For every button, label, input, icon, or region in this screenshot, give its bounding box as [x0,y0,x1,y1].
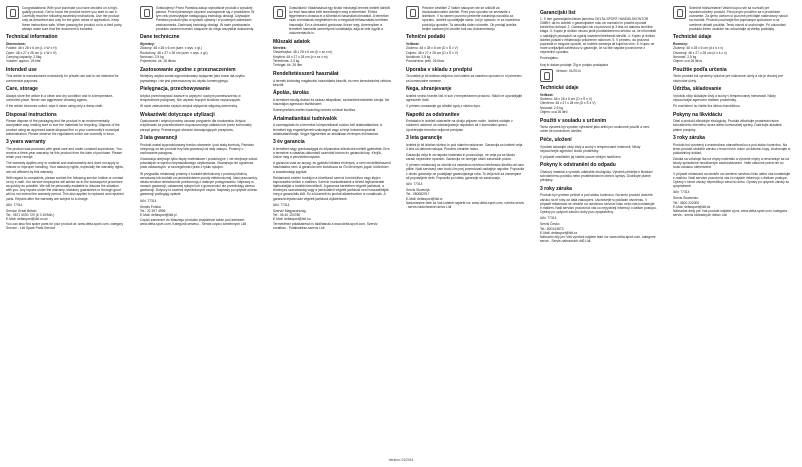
contact-line: E-Mail: deltasport@lidl.co.uk [6,217,48,222]
hand-icon [140,6,153,19]
heading-warranty: 3 év garancia [273,139,305,146]
contact-line: Servis Česko [540,222,560,227]
use-text: Tento výrobek byl vyroben výhradně jako artikl pro soukromé použití a není určen ke komerčním účelům. [540,125,650,134]
manufacturer-label: Proizvajalec: [540,56,559,61]
spec-item: Volume: approx. 26 litre [6,59,41,64]
heading-care: Ápolás, tárolás [273,90,309,97]
heading-disposal: Disposal instructions [6,111,57,118]
contact-line: E-Mail: deltasport@lidl.si [406,196,443,201]
spec-list [673,42,791,63]
contact-line: Servis Slovensko [673,196,699,201]
care-text: Výrobok vždy skladujte čistý a suchý v temperovanej miestnosti. Nikdy nepoužívajte agresívne čistiace prostriedky. [673,93,776,102]
care-text: Artykuł przechowywać zawsze w czystym i suchym pomieszczeniu w temperaturze pokojowej. Nie używać żrących środków czyszczących. [140,93,242,102]
care-text: If the article becomes soiled, wipe it clean using only a damp cloth. [6,104,104,109]
contact-line: Tel.: 800143873 [540,226,564,231]
service-contact [406,188,524,201]
use-text: Niniejszy artykuł został wyprodukowany wyłącznie jako towar dla użytku prywatnego i nie jest przeznaczony do użytku komercyjnego. [140,74,245,83]
spec-item: Rozłożony: 48 x 27 x 28 cm (szer. x wys. x gł.) [140,50,208,55]
heading-care: Care, storage [6,86,38,93]
spec-item: Otevřeno: 48 x 27 x 28 cm (D x Š x V) [540,101,596,106]
heading-use: Použitie podľa určenia [673,66,727,73]
intro-block [540,69,658,82]
spec-item: Teherbírás: 2,5 kg [273,58,300,63]
spec-item: Carrying capacity: 2.5kg [6,54,42,59]
contact-line: Szerviz Magyarország [273,208,306,213]
spec-item: Folded: 48 x 28 x 6 cm (L x W x H) [6,46,57,51]
version-label: Version: 01/2014 [388,458,414,462]
disposal-text: Opakowanie i artykuł prosimy usuwać przyjaźnie dla środowiska. Artykuł zutylizować za pośrednictwem dopuszczonego zakładu lub przez komunalny zarząd gminy. Przestrzegać obecnie obowiązujących przepisów. [140,119,252,132]
contact-line: E-Mail: deltasport@lidl.cz [540,230,578,235]
heading-care: Péče, uložení [540,137,572,144]
heading-technical: Tehnični podatki [406,34,446,41]
service-contact [673,196,791,209]
heading-care: Údržba, skladovanie [673,86,722,93]
ian-number: IAN: 77314 [406,181,423,186]
warranty-text: Produkt został wyprodukowany bardzo starannie i pod stałą kontrolą. Państwo otrzymują na ten produkt trzy lata gwarancji od daty zakupu. Prosimy o zachowanie paragonu. [140,142,254,155]
warranty-text: V prípade reklamácií sa obráťte na uvedenú servisnú linku alebo nás kontaktujte e-mailom. Naši servisní pracovníci vás čo najskôr informujú o ďalšom postupe. Opravy v rámci záruky nepredlžujú záručnú dobu. Opravy po uplynutí záruky sú spoplatnené. [673,171,791,189]
care-text: Always store the article in a clean and dry condition and in a temperature-controlled place. Never use aggressive cleaning agents. [6,93,114,102]
service-contact [6,209,124,222]
hand-icon [540,69,553,82]
contact-line: Tel.: 06 40 103785 [273,213,301,218]
ian-number: IAN: 77314 [540,216,557,221]
ian-number: IAN: 77314 [6,202,23,207]
contact-line: Service Great Britain [6,208,37,213]
ian-number: IAN: 77314 [273,202,290,207]
column-hungarian [273,6,391,232]
footer-text: Części zamienne do Waszego produktu znajdziecie także pod adresem: www.delta-sport.com, Kategoria serwisu - Serwis części zamiennych Lidl [140,217,247,226]
heading-warranty: 3 years warranty [6,139,46,146]
spec-item: Összehajtva: 48 x 28 x 6 cm (h x sz x m) [273,50,333,55]
warranty-text: V primeru reklamacij se obrnite na navedeno servisno telefonsko številko ali nam pišite. Naši serviserji vam bodo čim prej posredovali nadaljnje napotke. Popravila v okviru garancije ne podaljšajo garancijskega roka. To velja tudi za zamenjane ali popravljene dele. Popravila po izteku garancije se zaračunajo. [406,163,525,180]
spec-item: Velikost: [540,92,554,97]
disposal-text: Embalažo in izdelek odstranite na okolju prijazen način. Izdelek oddajte v odobreni ustanovi za odstranjevanje odpadkov ali v komunalni upravi. Upoštevajte trenutno veljavne predpise. [406,119,513,132]
care-text: V případě znečištění jej čistěte pouze vlhkým hadříkem. [540,154,622,159]
warranty-text: The product was produced with great care and under constant supervision. You receive a three-year warranty for this product from the date of purchase. Please retain your receipt. [6,146,122,160]
ian-number: IAN: 77314 [673,190,690,195]
contact-line: E-Mail: deltasport@lidl.hu [273,217,311,222]
footer-text: Náhradné diely pre Váš produkt nájdete aj na: www.delta-sport.com, kategória servis - servis náhradných dielov Lidl [673,209,787,218]
spec-item: Nosilnost: 2,5 kg [406,54,431,59]
spec-list [6,42,124,63]
column-polish [140,6,258,228]
spec-item: Open: 48 x 27 x 28 cm (L x W x H) [6,50,57,55]
spec-list [140,42,258,63]
heading-technical: Technické údaje [540,85,579,92]
heading-care: Nega, shranjevanje [406,86,452,93]
version-note: Version: 01/2014 [556,68,581,73]
hand-icon [273,6,286,19]
spec-item: Méretek: [273,46,287,51]
footer-text: Termékéhez pótalkatrészt is találhatnak a www.delta-sport.com, Szerviz rovatban - Pótalkatrész-szerviz Lidl [273,221,378,230]
spec-item: Otvorený: 48 x 27 x 28 cm (d x š x v) [673,50,727,55]
column-slovak [673,6,791,220]
warranty-text: The warranty applies only to material and workmanship and does not apply to misuse or improper handling. Your statutory rights, especially the warranty rights, are not affected by this warranty. [6,161,124,174]
care-text: Izdelek vedno hranite čist in suh v temperiranem prostoru. Nikoli ne uporabljajte agresivnih čistil. [406,93,523,102]
heading-use: Intended use [6,66,37,73]
care-text: Výrobek skladujte vždy čistý a suchý v temperované místnosti. Nikdy nepoužívejte agresivní čisticí prostředky. [540,144,641,153]
intro-block [273,6,391,35]
heading-technical: Műszaki adatok [273,38,310,45]
intro-text: Gratulujemy! Przez Państwa zakup wybraliście produkt o wysokiej jakości. Przed pierwszym użyciem zaznajomcie się z produktem. W tym celu przeczytajcie następującą instrukcję obsługi. Używajcie Państwo produkt tylko w sposób opisany i w podanych zakresach zastosowania. Zachowaj instrukcję obsługi. W razie przekazania produktu osobom trzecim dołączcie do niego wszystkie dokumenty. [156,6,255,31]
heading-use: Rendeltetésszerű használat [273,71,339,78]
spec-item: Objem: cca 26 litrov [673,59,703,64]
disposal-text: A csomagolást és a terméket környezetbarát módon kell ártalmatlanítani. A terméket egy engedélyezett szakcégnél vagy a helyi önkormányzatnál ártalmatlaníthatja. Vegye figyelembe az aktuálisan érvényes előírásokat. [273,123,383,136]
heading-disposal: Napotki za odstranitev [406,111,460,118]
hand-icon [6,6,19,19]
care-text: W razie zabrudzenia czyścić artykuł wyłącznie wilgotną ściereczką. [140,104,238,109]
footer-text: Náhradní díly pro Váš výrobek najdete také na: www.delta-sport.com, kategorie servis - Servis náhradních dílů Lidl [540,235,656,244]
warranty-text: Reklamáció esetén forduljon a következő szerviz forródróthoz vagy lépjen kapcsolatba velünk e-mailben. Szerviz munkatársaink a lehető leghamarabb tájékoztatják a további teendőkről. A garancia keretében végzett javítások, a törvényes szavatosság vagy a jóindulatból végzett javítások nem hosszabbítják meg a garanciális időt. Ez a kicserélt és javított alkatrészekre is vonatkozik. A garancia lejárta után végzett javítások díjkötelesek. [273,175,389,201]
care-text: V primeru umazanije ga očistite zgolj z vlažno krpo. [406,104,481,109]
heading-warranty: 3 roky záruka [673,135,705,142]
spec-item: Wymiary: [140,41,155,46]
contact-line: E-Mail: deltasport@lidl.pl [140,213,177,218]
heading-disposal: Pokyny k odstranění do odpadu [540,162,616,169]
use-text: Tento produkt bol vyrobený výlučne pre súkromné účely a nie je vhodný pre obchodné účely. [673,74,784,83]
care-text: A terméket mindig tisztán és száraz állapotban, szobahőmérsékleten tárolja. Ne használjon agresszív tisztítószert. [273,97,390,107]
spec-item: Kinyitva: 48 x 27 x 28 cm (h x sz x m) [273,54,328,59]
disposal-text: Obal a produkt zlikvidujte ekologicky. Produkt zlikvidujte prostredníctvom schváleného zberného dvora alebo komunálnej správy. Dodržujte aktuálne platné predpisy. [673,119,782,132]
column-czech [540,6,658,246]
heading-disposal: Pokyny na likvidáciu [673,111,723,118]
column-slovenian [406,6,524,211]
intro-text: Gratulálunk! Vásárlásával egy kiváló minőségű termék mellett döntött. Az első használat előtt ismerkedjen meg a termékkel. Ehhez figyelmesen olvassa el a következő használati útmutatót. A terméket csak a leírtaknak megfelelően és a megadott felhasználási területen használja. Ezt a útmutatót gondosan őrizze meg. Amennyiben a terméket harmadik személynek továbbadja, adja át vele együtt a dokumentációt is. [289,6,391,35]
footer-text: You can also find spare parts for your product at: www.delta-sport.com, category Service - Lidl Spare Parts Service [6,221,123,230]
footer-text: Nadomestne dele za Vaš izdelek najdete na: www.delta-sport.com, rubrika servis - servis nadomestnih delov Lidl [406,200,524,210]
contact-line: Serwis Polska [140,204,161,209]
guarantee-text: 1. S tem garancijskim listom jamčimo DELTA-SPORT HANDELSKONTOR GMBH, da bo izdelek v garancijskem roku ob normalni in pravilni uporabi brezhibno deloval. 2. Garancijski rok za proizvod je 3 leta od datuma izročitve blaga. 3. Kupec je dolžan okvaro javiti pooblaščenemu servisu oz. se informirati o nadaljnjih postopkih na zgoraj navedeni telefonski številki. 4. Kupec je dolžan izdelek poslati v reklamacijo priloženim računom. 5. V primeru, da proizvod popravila ni mogoče opraviti, se izdelek zamenja ali kupnina vrne. 6. Kupec ne more uveljavljati zahtevkov iz garancije, če so bile napake povzročene z nepravilno uporabo. [540,17,657,55]
use-text: Ta izdelek je bil izdelan izključno kot izdelek za zasebno uporabo in ni primeren za komercialne namene. [406,74,522,83]
warranty-text: Gwarancja obejmuje tylko błędy materiałowe i produkcyjne, i nie obejmuje szkód powstałych w wyniku nieprawidłowego użytkowania. Gwarancja nie ogranicza praw ustawowych, w szczególności praw z tytułu rękojmi. [140,157,258,170]
heading-use: Uporaba v skladu z predpisi [406,66,473,73]
intro-text: Srdečné blahoželanie! Vaším kúpou ste sa rozhodli pre vysokohodnotný produkt. Pred prvým použitím sa s produktom zoznámte. Za týmto účelom si pozorne prečítajte nasledovný návod na montáž. Produkt používajte iba popísaným spôsobom a na uvedené oblasti použitia. Tento návod si uschovajte. Pri odovzdaní produktu tretím osobám mu odovzdajte aj všetky podklady. [689,6,788,31]
warranty-text: Garancija velja le za napake materiala in proizvodnje, ne velja pa za škodo zaradi nepravilne uporabe. Garancija ne omejuje vaših zakonskih pravic. [406,152,516,162]
warranty-text: A garancia csak az anyag- és gyártási hibákra érvényes, a nem rendeltetésszerű használatra nem. A garancia nem korlátozza az Ön törvényes jogait, különösen a szavatossági jogokat. [273,161,391,174]
warranty-text: Produkt byl vyroben pečlivě a pod stálou kontrolou. Na tento produkt obdržíte záruku na tři roky od data zakoupení. Uschovejte si pokladní stvrzenku. V případě reklamace se obraťte na uvedenou servisní linku nebo nás kontaktujte e-mailem. Naši servisní pracovníci vás co nejrychleji informují o dalším postupu. Opravy po uplynutí záruční doby jsou zpoplatněny. [540,193,657,215]
sale-date-text: Kraj in datum prodaje: Žig in podpis prodajalca [540,62,608,67]
spec-list [273,46,391,67]
contact-line: E-Mail: deltasport@lidl.sk [673,204,711,209]
heading-technical: Dane techniczne [140,34,180,41]
spec-item: Nosnosť: 2,5 kg [673,54,697,59]
intro-block [406,6,524,31]
hand-icon [673,6,686,19]
heading-warranty: 3 lata gwarancji [140,135,178,142]
spec-item: Rozmery: [673,41,689,46]
heading-care: Pielęgnacja, przechowywanie [140,86,211,93]
heading-warranty: 3 roky záruka [540,185,572,192]
warranty-text: Produkt bol vyrobený s maximálnou starostlivosťou a pod stálou kontrolou. Na tento produkt obdržíte záruku v trvaní troch rokov od dátumu kúpy. Uschovajte si pokladničný doklad. [673,142,791,155]
warranty-text: With regard to complaints, please contact the following service hotline or contact us by e-mail. Our service employees will advise as to the subsequent procedure as quickly as possible. We will be personally available to discuss the situation with you. Any repairs under the warranty, statutory guarantees or through good will do not extend the warranty period. This also applies to replaced and repaired parts. Repairs after the warranty are subject to a charge. [6,175,124,201]
service-contact [540,222,658,235]
contact-line: Servis Slovenija [406,188,430,193]
care-text: Pri znečistení ho čistite iba vlhkou handričkou. [673,104,741,109]
contact-line: Tel.: 22 397 4996 [140,209,166,213]
intro-text: Congratulations! With your purchase you have decided on a high-quality product. Get to know the product before you start to use it. Carefully read the following assembly instructions. Use the product only as described and only for the given areas of application. Keep these instructions safe. When passing the product on to a third party, always make sure that the document is included. [22,6,123,31]
spec-item: Nośność: 2.5 kg [140,54,164,59]
warranty-text: Záruka sa vzťahuje iba na chyby materiálu a výrobné chyby a nevzťahuje sa na škody spôsobené neodborným zaobchádzaním. Vaše zákonné práva nie sú touto zárukou obmedzené. [673,157,789,170]
contact-line: Tel.: 0800 232000 [673,200,700,205]
disposal-text: Obalový materiál a výrobek odstraňte ekologicky. Výrobek předejte k likvidaci schválenému podniku nebo prostřednictvím obecní správy. Dodržujte platné předpisy. [540,169,653,183]
service-contact [140,205,258,218]
heading-disposal: Wskazówki dotyczące utylizacji [140,111,215,118]
heading-disposal: Ártalmatlanítási tudnivalók [273,115,337,122]
heading-use: Zastosowanie zgodne z przeznaczeniem [140,66,236,73]
spec-item: Odprto: 48 x 27 x 28 cm (D x Š x V) [406,50,459,55]
intro-block [673,6,791,31]
heading-technical: Technické údaje [673,34,712,41]
spec-item: Složeno: 48 x 28 x 6 cm (D x Š x V) [540,97,593,102]
spec-item: Objem: cca 26 litrů [540,109,568,114]
warranty-text: Izdelek je bil izdelan skrbno in pod stalnim nadzorom. Garancija za izdelek velja 3 leta od datuma nakupa. Prosimo shranite račun. [406,142,523,151]
spec-item: Pojemność: ok. 26 litrów [140,59,176,64]
disposal-text: Please dispose of the packaging and the product in an environmentally acceptable way, making sure to sort the materials for recycling. Dispose of the product using an approved waste disposal firm or your community's municipal administration. Please observe the regulations which are currently in force. [6,119,120,136]
heading-guarantee: Garancijski list [540,9,576,16]
spec-item: Térfogat: kb. 26 liter [273,63,303,68]
care-text: Szennyeződés esetén kizárólag nedves ruhával tisztítsa. [273,108,356,113]
spec-item: Prostornina: pribl. 26 litrov [406,59,445,64]
spec-item: Złożony: 48 x 28 x 6 cm (szer. x wys. x gł.) [140,46,202,51]
heading-technical: Technical information [6,34,58,41]
warranty-text: W przypadku reklamacji prosimy o kontakt telefoniczny z podaną infolinią serwisową lub kontakt za pośrednictwem poczty elektronicznej. Nasi pracownicy działu serwisu niezwłocznie poinformują o dalszym postępowaniu. Naprawy w ramach gwarancji, ustawowej rękojmi lub z grzeczności nie przedłużają okresu gwarancji. Dotyczy to również wymienionych części. Naprawy po upływie okresu gwarancji podlegają opłacie. [140,171,258,197]
use-text: This article is manufactured exclusively for private use and is not intended for commercial purposes. [6,74,119,83]
intro-block [6,6,124,31]
ian-number: IAN: 77314 [140,198,157,203]
spec-item: Dimensions: [6,41,26,46]
spec-item: Zložený: 48 x 28 x 6 cm (d x š x v) [673,46,724,51]
spec-item: Zloženo: 48 x 28 x 6 cm (D x Š x V) [406,46,458,51]
contact-line: Tel.: 080082917 [406,192,430,197]
warranty-text: A terméket nagy gondossággal és folyamatos ellenőrzés mellett gyártották. Erre a termékre a vásárlás dátumától számított három év garanciát kap. Kérjük, őrizze meg a pénztárbizonylatot. [273,146,390,160]
spec-list [540,93,658,114]
intro-block [140,6,258,31]
column-english [6,6,124,232]
spec-item: Nosnost: 2,5 kg [540,105,563,110]
heading-use: Použití v souladu s určením [540,117,607,124]
heading-warranty: 3 leta garancije [406,135,443,142]
hand-icon [406,6,419,19]
spec-list [406,42,524,63]
use-text: A termék kizárólag magáncélú használatra készült, és nem kereskedelmi célokra készült. [273,78,391,87]
contact-line: Tel.: 0871 5000 720 (£ 0.10/Min.) [6,213,55,218]
intro-text: Prisrčne čestitke! Z Vašim nakupom ste se odločili za visokokakovosten izdelek. Pred prvo uporabo se seznanite z izdelkom. V ta namen pozorno preberite naslednja navodila za uporabo. Izdelek uporabljajte samo, kot je opisano, in za navedena področja uporabe. Ta navodila dobro shranite. Ob predaji izdelka tretjim osebam jim izročite tudi vso dokumentacijo. [422,6,520,31]
spec-item: Velikost: [406,41,420,46]
service-contact [273,209,391,222]
